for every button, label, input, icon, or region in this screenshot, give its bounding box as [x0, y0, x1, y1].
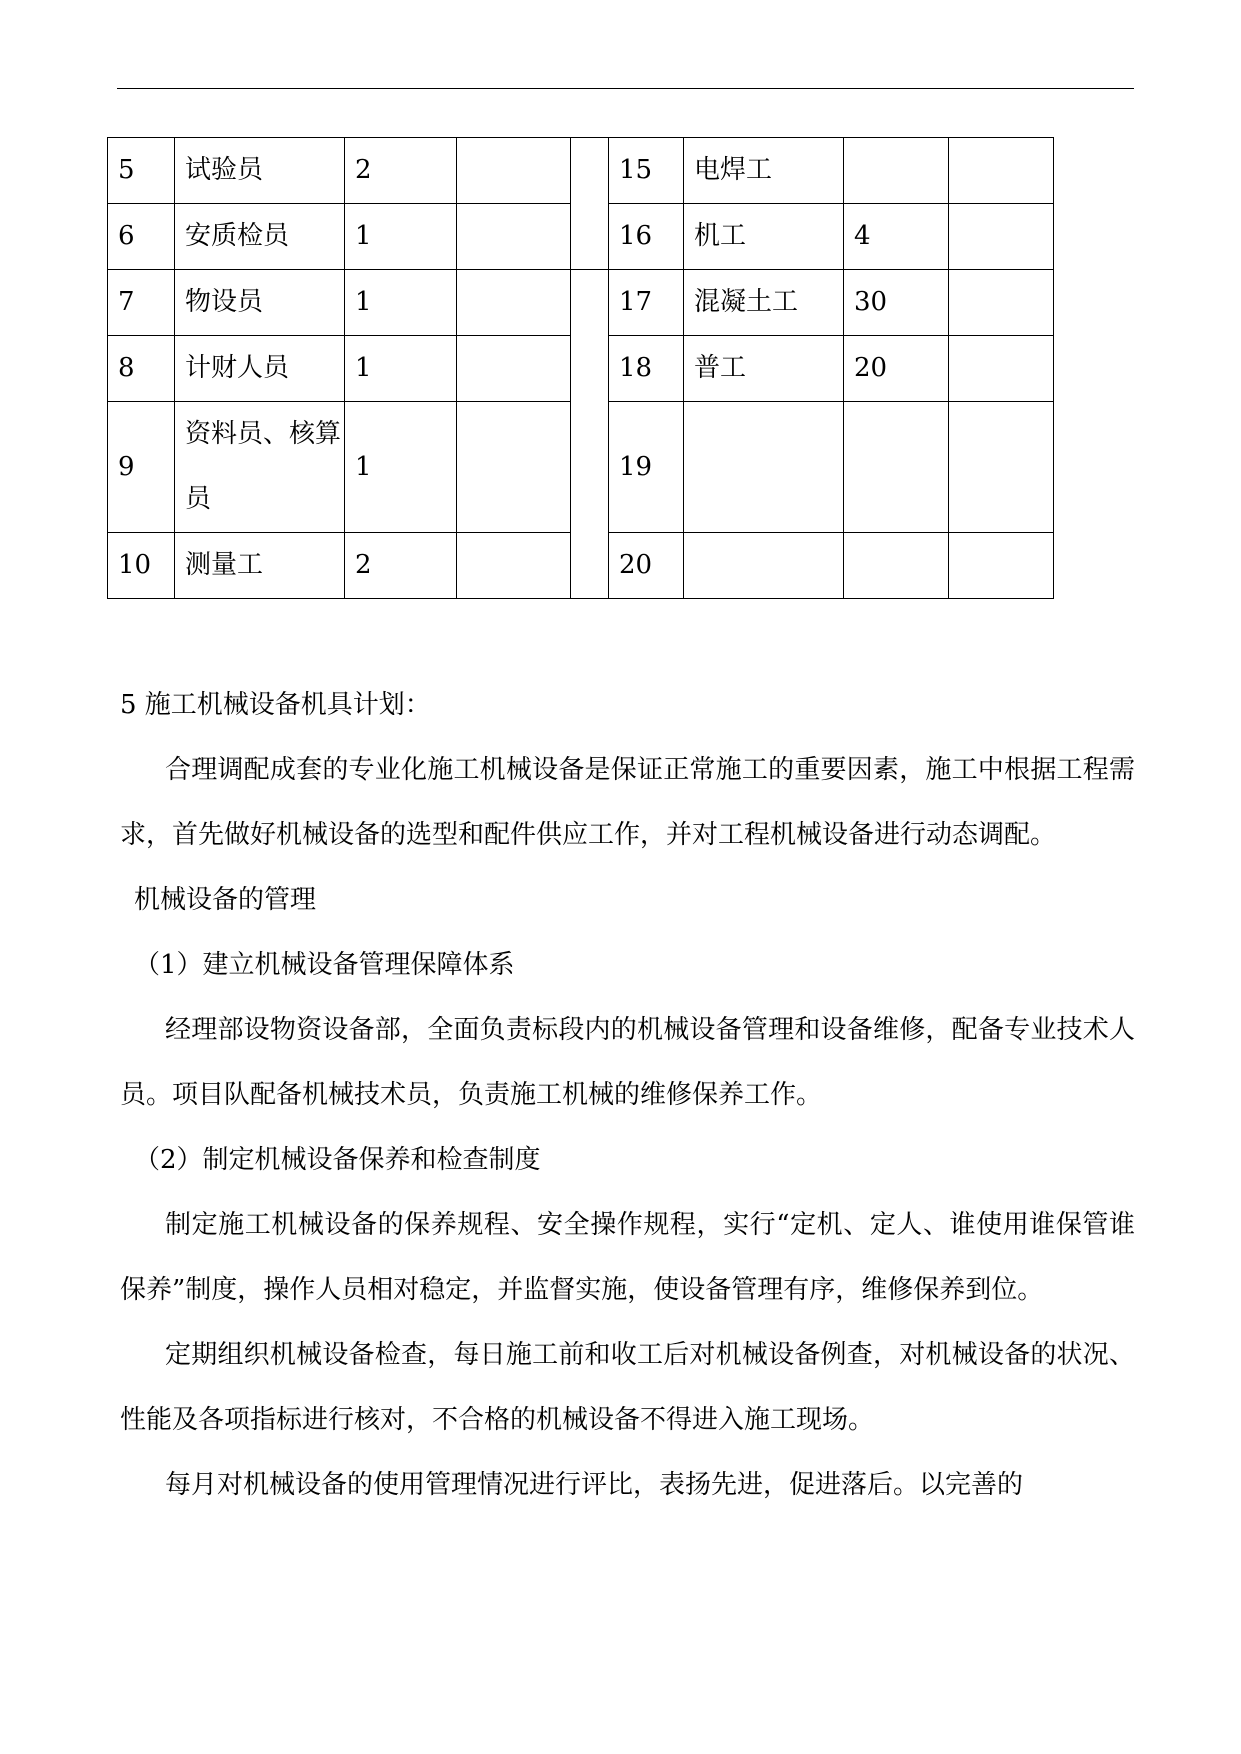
table-cell: 安质检员: [175, 204, 345, 270]
table-cell: [844, 402, 949, 533]
table-cell: 20: [844, 336, 949, 402]
table-cell: 资料员、核算员: [175, 402, 345, 533]
table-cell: [949, 138, 1054, 204]
table-cell: 18: [609, 336, 684, 402]
list-item-heading: （1）建立机械设备管理保障体系: [134, 950, 515, 980]
paragraph: 制定施工机械设备的保养规程、安全操作规程，实行“定机、定人、谁使用谁保管谁保养”制度，操作人员相对稳定，并监督实施，使设备管理有序，维修保养到位。: [120, 1210, 1135, 1305]
table-cell: 30: [844, 270, 949, 336]
table-cell: 1: [345, 270, 457, 336]
table-cell: [457, 533, 571, 599]
table-cell: 15: [609, 138, 684, 204]
table-cell: [949, 402, 1054, 533]
list-item-heading: （2）制定机械设备保养和检查制度: [134, 1145, 541, 1175]
table-row: [108, 138, 1054, 204]
table-cell: 物设员: [175, 270, 345, 336]
table-cell: [457, 204, 571, 270]
table-cell: 10: [108, 533, 175, 599]
table-cell: 20: [609, 533, 684, 599]
table-cell: 9: [108, 402, 175, 533]
table-cell: 6: [108, 204, 175, 270]
table-cell: [457, 336, 571, 402]
table-cell: 4: [844, 204, 949, 270]
section-heading: 5 施工机械设备机具计划：: [120, 690, 431, 720]
document-body: [120, 673, 1135, 1518]
paragraph: 合理调配成套的专业化施工机械设备是保证正常施工的重要因素，施工中根据工程需求，首先做好机械设备的选型和配件供应工作，并对工程机械设备进行动态调配。: [120, 755, 1135, 850]
table-cell: [844, 138, 949, 204]
table-cell: 普工: [684, 336, 844, 402]
table-cell: 测量工: [175, 533, 345, 599]
table-cell: 19: [609, 402, 684, 533]
paragraph: 定期组织机械设备检查，每日施工前和收工后对机械设备例查，对机械设备的状况、性能及各项指标进行核对，不合格的机械设备不得进入施工现场。: [120, 1340, 1135, 1435]
table-cell: [949, 204, 1054, 270]
table-cell: [457, 402, 571, 533]
table-cell: [684, 402, 844, 533]
table-cell: [684, 533, 844, 599]
table-cell: 8: [108, 336, 175, 402]
paragraph: 经理部设物资设备部，全面负责标段内的机械设备管理和设备维修，配备专业技术人员。项目队配备机械技术员，负责施工机械的维修保养工作。: [120, 1015, 1135, 1110]
table-cell: 7: [108, 270, 175, 336]
table-gap-cell: [571, 138, 609, 270]
table-cell: 1: [345, 402, 457, 533]
table-cell: 17: [609, 270, 684, 336]
table-cell: 1: [345, 204, 457, 270]
table-cell: 试验员: [175, 138, 345, 204]
table-cell: [949, 336, 1054, 402]
table-gap-cell: [571, 270, 609, 599]
paragraph: 每月对机械设备的使用管理情况进行评比，表扬先进，促进落后。以完善的: [165, 1470, 1024, 1500]
table-cell: 混凝土工: [684, 270, 844, 336]
table-cell: 16: [609, 204, 684, 270]
sub-heading: 机械设备的管理: [134, 885, 317, 915]
table-cell: 电焊工: [684, 138, 844, 204]
table-cell: [949, 533, 1054, 599]
table-cell: 机工: [684, 204, 844, 270]
table-cell: [949, 270, 1054, 336]
table-cell: 1: [345, 336, 457, 402]
table-cell: [457, 270, 571, 336]
table-cell: [844, 533, 949, 599]
staff-table: [107, 137, 1054, 599]
table-cell: 计财人员: [175, 336, 345, 402]
table-cell: 2: [345, 533, 457, 599]
table-cell: [457, 138, 571, 204]
table-row: [108, 270, 1054, 336]
table-cell: 5: [108, 138, 175, 204]
table-cell: 2: [345, 138, 457, 204]
header-rule: [117, 88, 1134, 89]
